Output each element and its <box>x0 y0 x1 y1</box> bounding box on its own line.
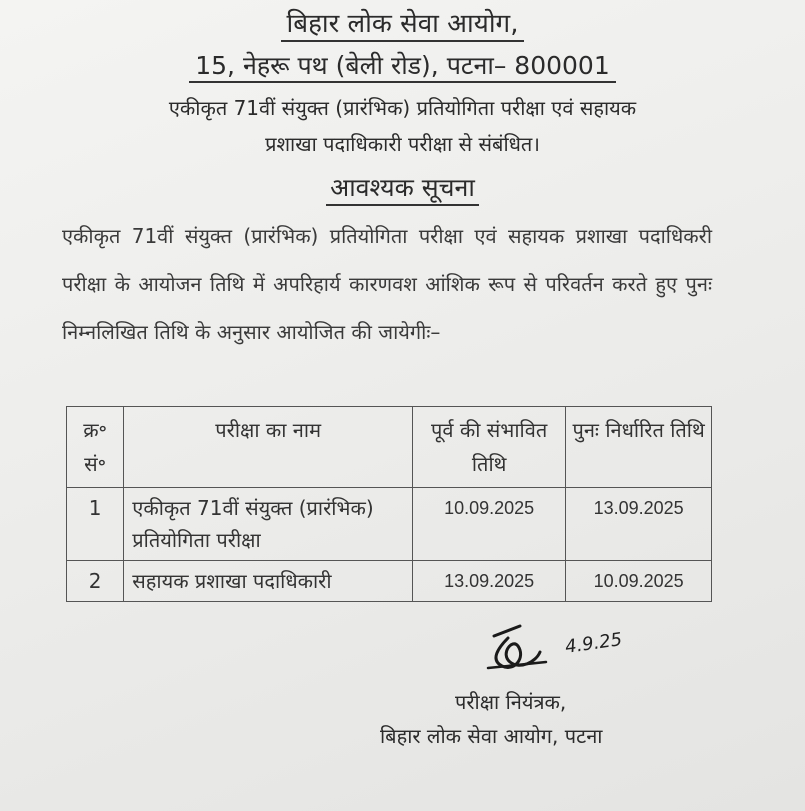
row-exam-name: एकीकृत 71वीं संयुक्त (प्रारंभिक) प्रतियोगिता परीक्षा <box>124 488 413 561</box>
subject-line-1: एकीकृत 71वीं संयुक्त (प्रारंभिक) प्रतियोगिता परीक्षा एवं सहायक <box>168 96 637 120</box>
signatory-organization: बिहार लोक सेवा आयोग, पटना <box>380 724 603 748</box>
notice-title: आवश्यक सूचना <box>0 170 805 204</box>
row-exam-name: सहायक प्रशाखा पदाधिकारी <box>124 561 413 602</box>
row-serial: 2 <box>67 561 124 602</box>
header-rescheduled-date: पुनः निर्धारित तिथि <box>566 407 712 488</box>
subject-line-2: प्रशाखा पदाधिकारी परीक्षा से संबंधित। <box>265 132 540 156</box>
org-address: 15, नेहरू पथ (बेली रोड), पटना– 800001 <box>0 48 805 82</box>
table-header-row <box>67 407 712 488</box>
table-row <box>67 488 712 561</box>
signatory-designation: परीक्षा नियंत्रक, <box>455 690 567 714</box>
exam-schedule-table <box>66 406 712 602</box>
row-rescheduled-date: 10.09.2025 <box>566 561 712 602</box>
signature-date: 4.9.25 <box>563 629 624 658</box>
row-rescheduled-date: 13.09.2025 <box>566 488 712 561</box>
row-previous-date: 13.09.2025 <box>413 561 566 602</box>
org-name: बिहार लोक सेवा आयोग, <box>0 4 805 40</box>
row-serial: 1 <box>67 488 124 561</box>
subject <box>0 90 805 162</box>
header-previous-date: पूर्व की संभावित तिथि <box>413 407 566 488</box>
table-row <box>67 561 712 602</box>
notice-body: एकीकृत 71वीं संयुक्त (प्रारंभिक) प्रतियोगिता परीक्षा एवं सहायक प्रशाखा पदाधिकरी परीक्षा के आयोजन तिथि में अपरिहार्य कारणवश आंशिक रूप से परिवर्तन करते हुए पुनः निम्नलिखित तिथि के अनुसार आयोजित की जायेगीः– <box>62 224 712 344</box>
header-serial: क्र॰ सं॰ <box>67 407 124 488</box>
header-exam-name: परीक्षा का नाम <box>124 407 413 488</box>
row-previous-date: 10.09.2025 <box>413 488 566 561</box>
